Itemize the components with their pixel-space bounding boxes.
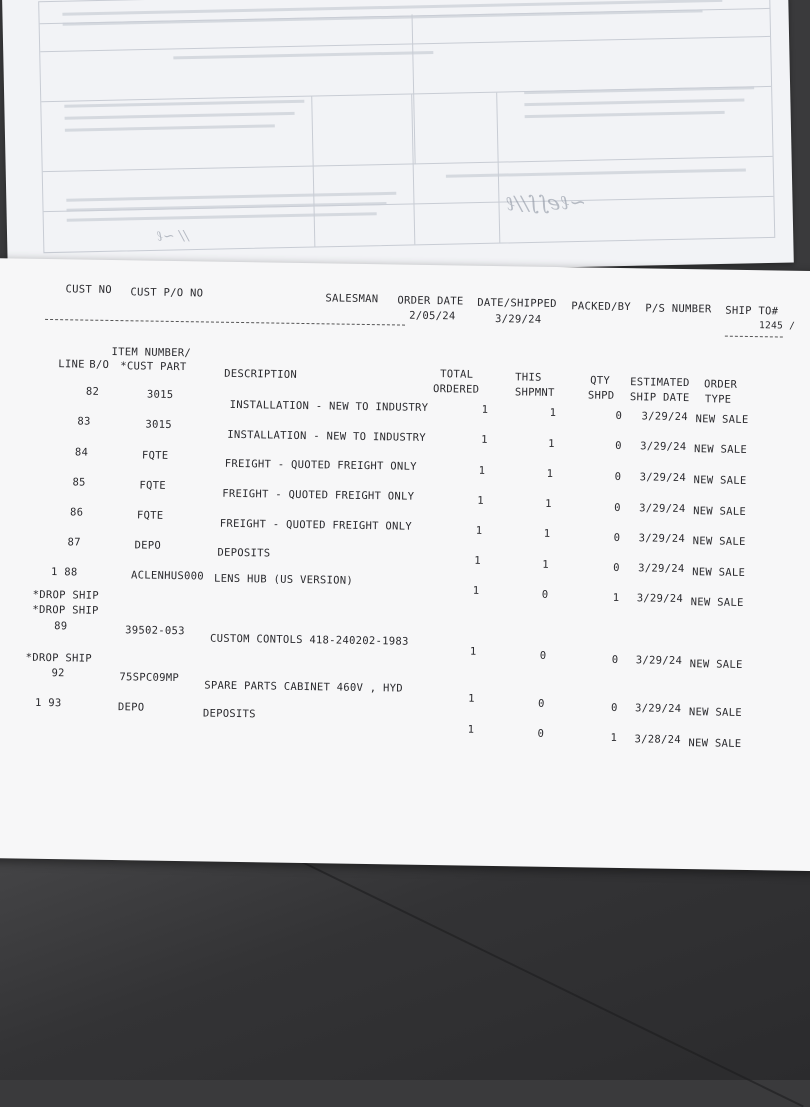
form-col-line: [311, 97, 315, 247]
row-item: FQTE: [141, 449, 169, 462]
row-description: SPARE PARTS CABINET 460V , HYD: [204, 679, 404, 695]
col-bo: B/O: [89, 358, 110, 371]
col-ship-date: SHIP DATE: [629, 391, 690, 405]
row-total: 1: [475, 524, 483, 537]
row-qty: 0: [610, 701, 618, 714]
row-total: 1: [481, 433, 488, 446]
faded-signature: ~ℓℯ∫∫∕∕ℓ: [506, 189, 587, 216]
col-cust-part: *CUST PART: [120, 360, 187, 374]
row-ship-date: 3/29/24: [634, 702, 682, 715]
row-line: 1 93: [34, 696, 62, 710]
header-divider: [725, 336, 783, 338]
row-ship-date: 3/28/24: [634, 733, 681, 746]
col-qty: QTY: [590, 374, 611, 387]
row-qty: 0: [614, 501, 621, 515]
cust-no-label: CUST NO: [65, 283, 112, 296]
row-description: FREIGHT - QUOTED FREIGHT ONLY: [222, 487, 415, 503]
row-this: 1: [548, 437, 555, 450]
row-this: 0: [537, 727, 545, 740]
row-item: 3015: [145, 418, 172, 431]
col-shpmnt: SHPMNT: [514, 386, 555, 399]
row-line: 86: [69, 506, 84, 519]
form-row-line: [40, 36, 770, 52]
row-item: FQTE: [136, 509, 164, 522]
row-order-type: NEW SALE: [690, 596, 744, 609]
back-page: [2, 0, 794, 279]
row-ship-date: 3/29/24: [640, 440, 687, 454]
col-estimated: ESTIMATED: [630, 376, 690, 390]
order-page: [0, 258, 810, 871]
row-ship-date: 3/29/24: [639, 502, 686, 516]
col-line: LINE: [58, 358, 85, 371]
row-description: CUSTOM CONTOLS 418-240202-1983: [209, 632, 409, 648]
background-fabric: [0, 850, 810, 1080]
row-item: 3015: [146, 388, 174, 401]
row-this: 0: [541, 588, 549, 601]
row-qty: 1: [612, 591, 620, 604]
row-total: 1: [481, 403, 489, 416]
row-this: 1: [543, 527, 551, 540]
row-this: 0: [537, 697, 545, 710]
form-col-line: [496, 93, 500, 243]
date-shipped-value: 3/29/24: [495, 313, 542, 326]
row-order-type: NEW SALE: [693, 505, 747, 518]
drop-ship-note: *DROP SHIP: [32, 603, 99, 617]
date-shipped-label: DATE/SHIPPED: [477, 296, 557, 310]
row-line: 1 88: [50, 566, 78, 579]
cust-po-label: CUST P/O NO: [130, 286, 204, 300]
row-qty: 0: [613, 531, 621, 544]
col-this: THIS: [515, 371, 542, 384]
row-this: 1: [545, 497, 552, 510]
row-qty: 0: [614, 470, 622, 484]
col-ordered: ORDERED: [432, 383, 480, 396]
row-line: 83: [77, 415, 91, 428]
row-order-type: NEW SALE: [692, 535, 746, 548]
row-total: 1: [468, 692, 475, 705]
row-description: LENS HUB (US VERSION): [213, 572, 354, 587]
row-ship-date: 3/29/24: [641, 410, 689, 424]
row-total: 1: [469, 645, 477, 658]
salesman-label: SALESMAN: [325, 292, 379, 306]
row-line: 82: [85, 385, 100, 398]
row-order-type: NEW SALE: [693, 443, 748, 456]
row-total: 1: [478, 464, 486, 477]
row-this: 1: [549, 406, 557, 419]
row-total: 1: [474, 554, 482, 567]
drop-ship-note: *DROP SHIP: [25, 651, 93, 665]
row-item: DEPO: [117, 701, 145, 714]
order-document: [0, 258, 810, 871]
ship-to-value: 1245 /: [758, 320, 796, 332]
row-item: 75SPC09MP: [119, 671, 180, 685]
row-description: FREIGHT - QUOTED FREIGHT ONLY: [224, 457, 417, 473]
row-qty: 0: [611, 653, 619, 666]
row-line: 87: [67, 536, 81, 549]
row-description: INSTALLATION - NEW TO INDUSTRY: [227, 428, 426, 444]
col-total: TOTAL: [440, 368, 474, 381]
row-description: DEPOSITS: [202, 707, 256, 721]
row-this: 1: [542, 558, 549, 571]
row-ship-date: 3/29/24: [636, 592, 684, 605]
row-order-type: NEW SALE: [693, 474, 747, 487]
row-ship-date: 3/29/24: [638, 532, 686, 546]
row-line: 89: [54, 620, 68, 633]
ship-to-label: SHIP TO#: [725, 304, 779, 318]
row-item: DEPO: [134, 539, 162, 552]
col-description: DESCRIPTION: [224, 367, 298, 381]
row-ship-date: 3/29/24: [635, 654, 683, 667]
ps-number-label: P/S NUMBER: [645, 302, 712, 316]
row-qty: 1: [610, 731, 618, 744]
row-order-type: NEW SALE: [688, 737, 742, 750]
row-this: 0: [539, 649, 547, 662]
row-order-type: NEW SALE: [695, 413, 749, 426]
col-item-number: ITEM NUMBER/: [111, 345, 192, 360]
row-ship-date: 3/29/24: [639, 471, 687, 485]
row-total: 1: [477, 494, 484, 507]
row-description: DEPOSITS: [217, 546, 271, 560]
row-order-type: NEW SALE: [688, 706, 743, 719]
row-ship-date: 3/29/24: [638, 562, 685, 576]
row-order-type: NEW SALE: [692, 566, 746, 579]
row-total: 1: [467, 723, 475, 736]
row-qty: 0: [615, 409, 623, 423]
row-item: FQTE: [139, 479, 167, 492]
col-shpd: SHPD: [587, 389, 615, 402]
row-qty: 0: [613, 561, 620, 574]
header-divider: [45, 319, 405, 326]
col-type: TYPE: [704, 393, 732, 406]
order-date-value: 2/05/24: [409, 309, 456, 323]
row-description: FREIGHT - QUOTED FREIGHT ONLY: [219, 517, 412, 533]
row-this: 1: [546, 467, 554, 480]
row-order-type: NEW SALE: [689, 658, 743, 671]
drop-ship-note: *DROP SHIP: [32, 588, 100, 602]
row-line: 84: [74, 446, 89, 459]
row-line: 92: [51, 667, 65, 680]
row-description: INSTALLATION - NEW TO INDUSTRY: [229, 398, 429, 414]
row-line: 85: [72, 476, 86, 489]
row-qty: 0: [615, 439, 622, 453]
packed-by-label: PACKED/BY: [571, 300, 631, 314]
row-total: 1: [472, 584, 480, 597]
faded-signature: ∕∕ ~ℓ: [156, 228, 189, 245]
row-item: 39502-053: [125, 624, 185, 638]
col-order: ORDER: [704, 378, 738, 391]
order-date-label: ORDER DATE: [397, 294, 464, 308]
row-item: ACLENHUS000: [130, 569, 204, 583]
